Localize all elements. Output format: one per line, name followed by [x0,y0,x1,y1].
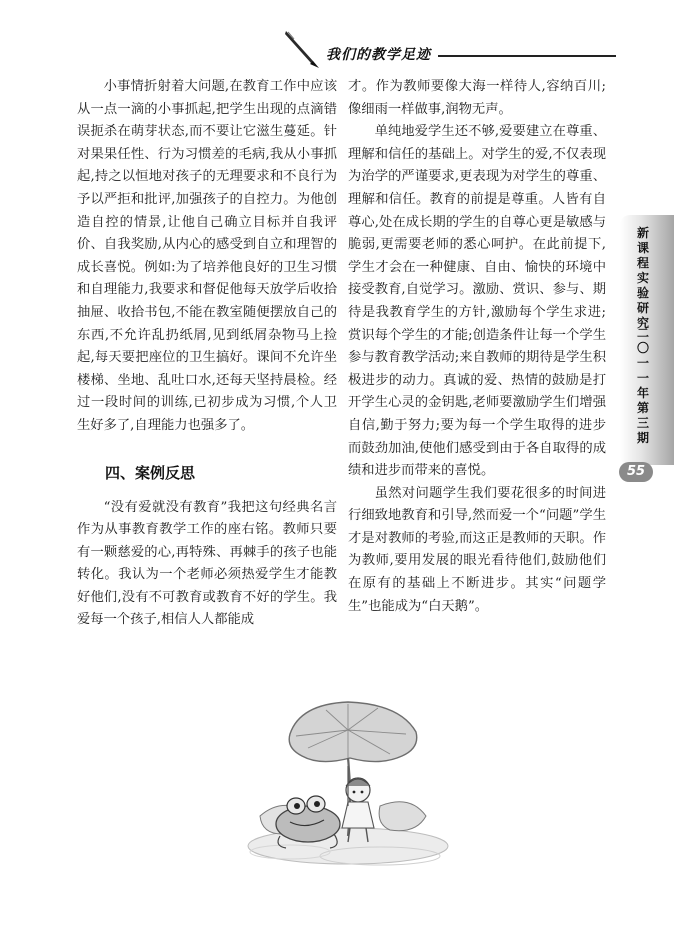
journal-name: 新课程实验研究 [636,226,649,330]
header-title: 我们的教学足迹 [326,47,431,63]
paragraph: 小事情折射着大问题,在教育工作中应该从一点一滴的小事抓起,把学生出现的点滴错误扼杀在萌芽状态,而不要让它滋生蔓延。针对果果任性、行为习惯差的毛病,我从小事抓起,持之以恒地对孩子的无理要求和不良行为予以严拒和批评,加强孩子的自控力。为他创造自控的情景,让他自己确立目标并自我评价、自我奖励,从内心的感受到自立和理智的成长喜悦。例如:为了培养他良好的卫生习惯和自理能力,我要求和督促他每天放学后收拾抽屉、收拾书包,不能在教室随便摆放自己的东西,不允许乱扔纸屑,见到纸屑杂物马上捡起,每天要把座位的卫生搞好。课间不允许坐楼梯、坐地、乱吐口水,还每天坚持晨检。经过一段时间的训练,已初步成为习惯,个人卫生好多了,自理能力也强多了。 [77,79,337,433]
page-number: 55 [619,462,653,482]
frog-lotus-illustration [230,696,460,868]
left-column [77,76,337,632]
paragraph-continuation: 才。作为教师要像大海一样待人,容纳百川;像细雨一样做事,润物无声。 [348,79,606,117]
paragraph: 虽然对问题学生我们要花很多的时间进行细致地教育和引导,然而爱一个“问题”学生才是对教师的考验,而这正是教师的天职。作为教师,要用发展的眼光看待他们,鼓励他们在原有的基础上不断进步。其实“问题学生”也能成为“白天鹅”。 [348,485,606,614]
right-column [348,76,606,618]
paragraph: “没有爱就没有教育”我把这句经典名言作为从事教育教学工作的座右铭。教师只要有一颗慈爱的心,再特殊、再棘手的孩子也能转化。我认为一个老师必须热爱学生才能教好他们,没有不可教育或教育不好的学生。我爱每一个孩子,相信人人都能成 [77,499,337,628]
journal-year-issue: 二〇一一年第三期 [636,326,649,445]
paragraph: 单纯地爱学生还不够,爱要建立在尊重、理解和信任的基础上。对学生的爱,不仅表现为治学的严谨要求,更表现为对学生的尊重、理解和信任。教育的前提是尊重。人皆有自尊心,处在成长期的学生的自尊心更是敏感与脆弱,更需要老师的悉心呵护。在此前提下,学生才会在一种健康、自由、愉快的环境中接受教育,自觉学习。激励、赏识、参与、期待是我教育学生的方针,激励每个学生求进;赏识每个学生的才能;创造条件让每一个学生参与教育教学活动;来自教师的期待是学生积极进步的动力。真诚的爱、热情的鼓励是打开学生心灵的金钥匙,老师要激励学生们增强自信,勤于努力;要为每一个学生取得的进步而鼓劲加油,使他们感受到由于各自取得的成绩和进步而带来的喜悦。 [348,124,606,479]
section-heading: 四、案例反思 [105,463,196,482]
header-rule [438,55,616,57]
page-header [0,0,680,80]
pen-icon [283,28,325,70]
